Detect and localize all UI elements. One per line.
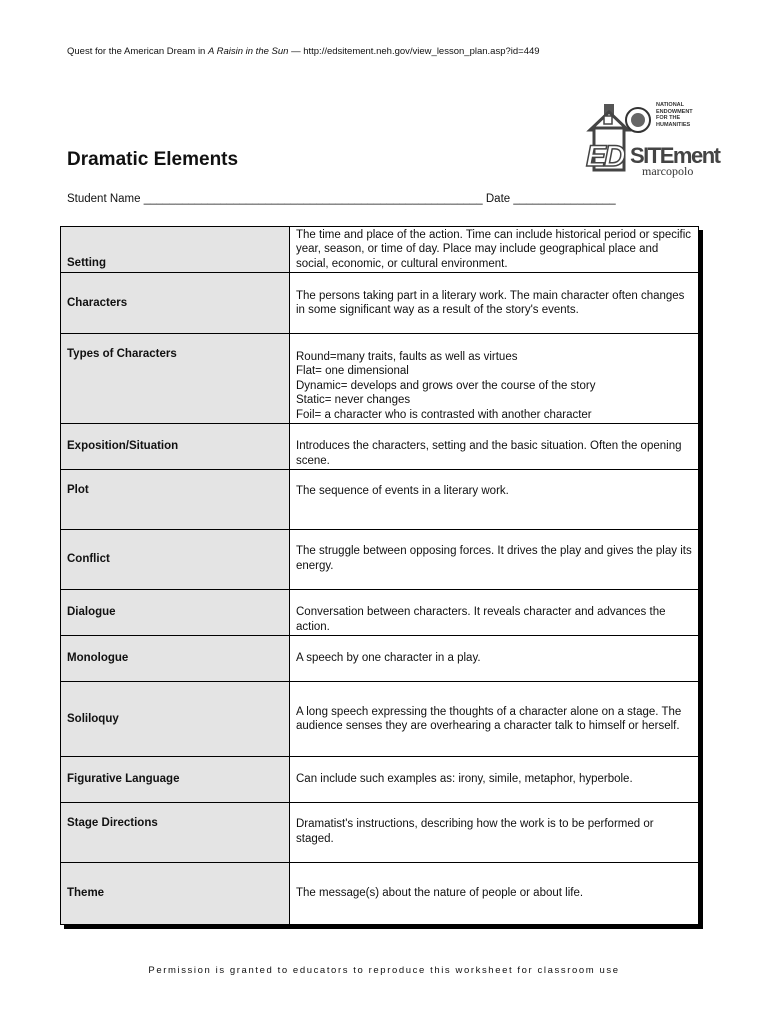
definition-cell: The time and place of the action. Time can include historical period or specific year, season, or time of day. Place may include geographical place and social, economic, or cultural environment. [290,227,699,273]
table-row [61,863,699,925]
term-cell: Soliloquy [61,682,290,757]
term-cell: Plot [61,470,290,530]
definition-cell: Can include such examples as: irony, simile, metaphor, hyperbole. [290,757,699,803]
definition-cell: Dramatist's instructions, describing how the work is to be performed or staged. [290,803,699,863]
page-header [67,46,540,57]
definition-cell: The struggle between opposing forces. It drives the play and gives the play its energy. [290,530,699,590]
term-cell: Setting [61,227,290,273]
term-cell: Theme [61,863,290,925]
term-cell: Types of Characters [61,334,290,424]
table-row [61,803,699,863]
definition-cell: A long speech expressing the thoughts of a character alone on a stage. The audience senses they are overhearing a character talk to himself or herself. [290,682,699,757]
header-prefix: Quest for the American Dream in [67,46,208,57]
definition-cell: Round=many traits, faults as well as virtues Flat= one dimensional Dynamic= develops and grows over the course of the story Static= never changes Foil= a character who is contrasted with another character [290,334,699,424]
definition-cell: The sequence of events in a literary work. [290,470,699,530]
logo-sitement: SITEment [630,143,720,168]
table-row [61,590,699,636]
edsitement-logo [584,98,720,184]
table-row [61,424,699,470]
table-row [61,636,699,682]
work-title: A Raisin in the Sun [207,46,289,57]
table-row [61,470,699,530]
definition-cell: The message(s) about the nature of people or about life. [290,863,699,925]
elements-table [60,226,699,925]
table-row [61,682,699,757]
permission-footer: Permission is granted to educators to reproduce this worksheet for classroom use [148,965,620,976]
table-row [61,273,699,334]
logo-marcopolo: marcopolo [642,164,694,178]
header-url: — http://edsitement.neh.gov/view_lesson_plan.asp?id=449 [288,46,540,57]
table-row [61,530,699,590]
term-cell: Stage Directions [61,803,290,863]
term-cell: Figurative Language [61,757,290,803]
term-cell: Dialogue [61,590,290,636]
page-title: Dramatic Elements [67,149,239,170]
table-row [61,334,699,424]
definition-cell: Introduces the characters, setting and the basic situation. Often the opening scene. [290,424,699,470]
neh-text: NATIONAL ENDOWMENT FOR THE HUMANITIES [656,102,693,128]
definition-cell: The persons taking part in a literary work. The main character often changes in some significant way as a result of the story's events. [290,273,699,334]
definition-cell: A speech by one character in a play. [290,636,699,682]
logo-ed: ED [586,140,624,173]
student-name-date-line[interactable]: Student Name _____________________________________________________ Date ________________ [67,193,616,205]
term-cell: Exposition/Situation [61,424,290,470]
term-cell: Monologue [61,636,290,682]
term-cell: Characters [61,273,290,334]
table-row [61,227,699,273]
definition-cell: Conversation between characters. It reveals character and advances the action. [290,590,699,636]
table-row [61,757,699,803]
term-cell: Conflict [61,530,290,590]
